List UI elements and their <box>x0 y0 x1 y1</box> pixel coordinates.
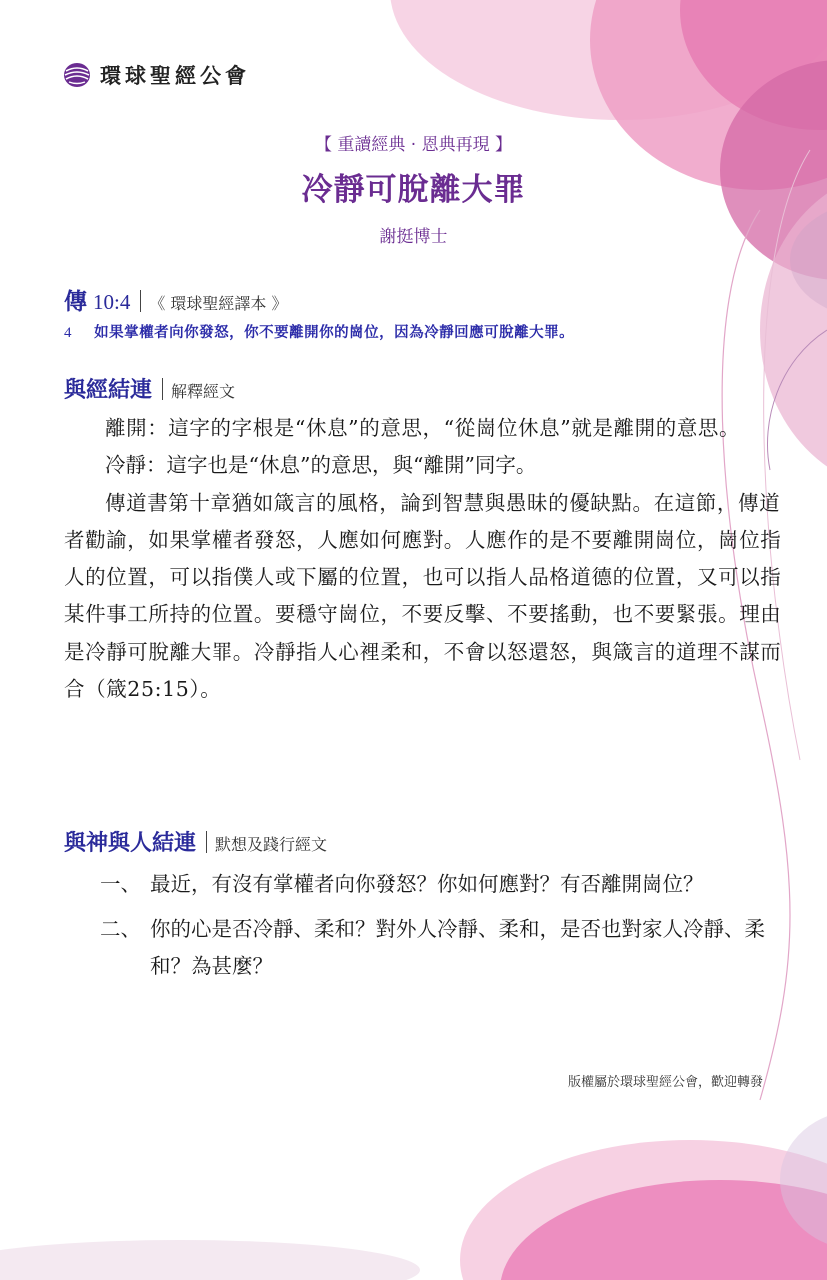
paragraph: 冷靜：這字也是“休息”的意思，與“離開”同字。 <box>105 453 537 478</box>
divider <box>140 290 141 312</box>
divider <box>162 378 163 400</box>
page-title: 冷靜可脫離大罪 <box>301 172 526 208</box>
section-title: 與神與人結連 <box>64 830 197 856</box>
logo <box>62 60 250 90</box>
scripture-reference <box>64 283 288 316</box>
section-title: 與經結連 <box>64 377 153 403</box>
verse-number: 4 <box>64 325 72 341</box>
question-text: 最近，有沒有掌權者向你發怒？你如何應對？有否離開崗位？ <box>150 872 704 896</box>
section-subtitle: 解釋經文 <box>171 382 236 401</box>
scripture-version: 《 環球聖經譯本 》 <box>149 294 288 313</box>
bible-society-book-icon <box>62 61 92 89</box>
logo-text: 環球聖經公會 <box>100 63 250 88</box>
section-heading-explain <box>64 373 235 404</box>
question-number: 二、 <box>100 917 141 941</box>
explanation-body <box>64 410 784 708</box>
section-heading-apply <box>64 826 327 857</box>
scripture-verse <box>64 321 574 342</box>
paragraph: 傳道書第十章猶如箴言的風格，論到智慧與愚昧的優缺點。在這節，傳道者勸諭，如果掌權者發怒，人應如何應對。人應作的是不要離開崗位，崗位指人的位置，可以指僕人或下屬的位置，也可以指人品格道德的位置，又可以指某件事工所持的位置。要穩守崗位，不要反擊、不要搖動，也不要緊張。理由是冷靜可脫離大罪。冷靜指人心裡柔和，不會以怒還怒，與箴言的道理不謀而合（箴25:15）。 <box>64 490 782 702</box>
scripture-chapter-verse: 10:4 <box>93 290 131 314</box>
paragraph: 離開：這字的字根是“休息”的意思，“從崗位休息”就是離開的意思。 <box>105 416 741 440</box>
list-item <box>100 866 780 903</box>
copyright-notice: 版權屬於環球聖經公會，歡迎轉發 <box>567 1075 763 1090</box>
scripture-book: 傳 <box>64 288 87 315</box>
series-label: 【 重讀經典 · 恩典再現 】 <box>314 135 513 155</box>
verse-text: 如果掌權者向你發怒，你不要離開你的崗位，因為冷靜回應可脫離大罪。 <box>94 324 575 341</box>
author: 謝挺博士 <box>379 227 448 247</box>
question-text: 你的心是否冷靜、柔和？對外人冷靜、柔和，是否也對家人冷靜、柔和？為甚麼？ <box>150 917 765 978</box>
question-number: 一、 <box>100 872 141 896</box>
reflection-questions <box>100 866 780 993</box>
list-item <box>100 911 780 985</box>
divider <box>206 831 207 853</box>
section-subtitle: 默想及踐行經文 <box>215 835 328 854</box>
